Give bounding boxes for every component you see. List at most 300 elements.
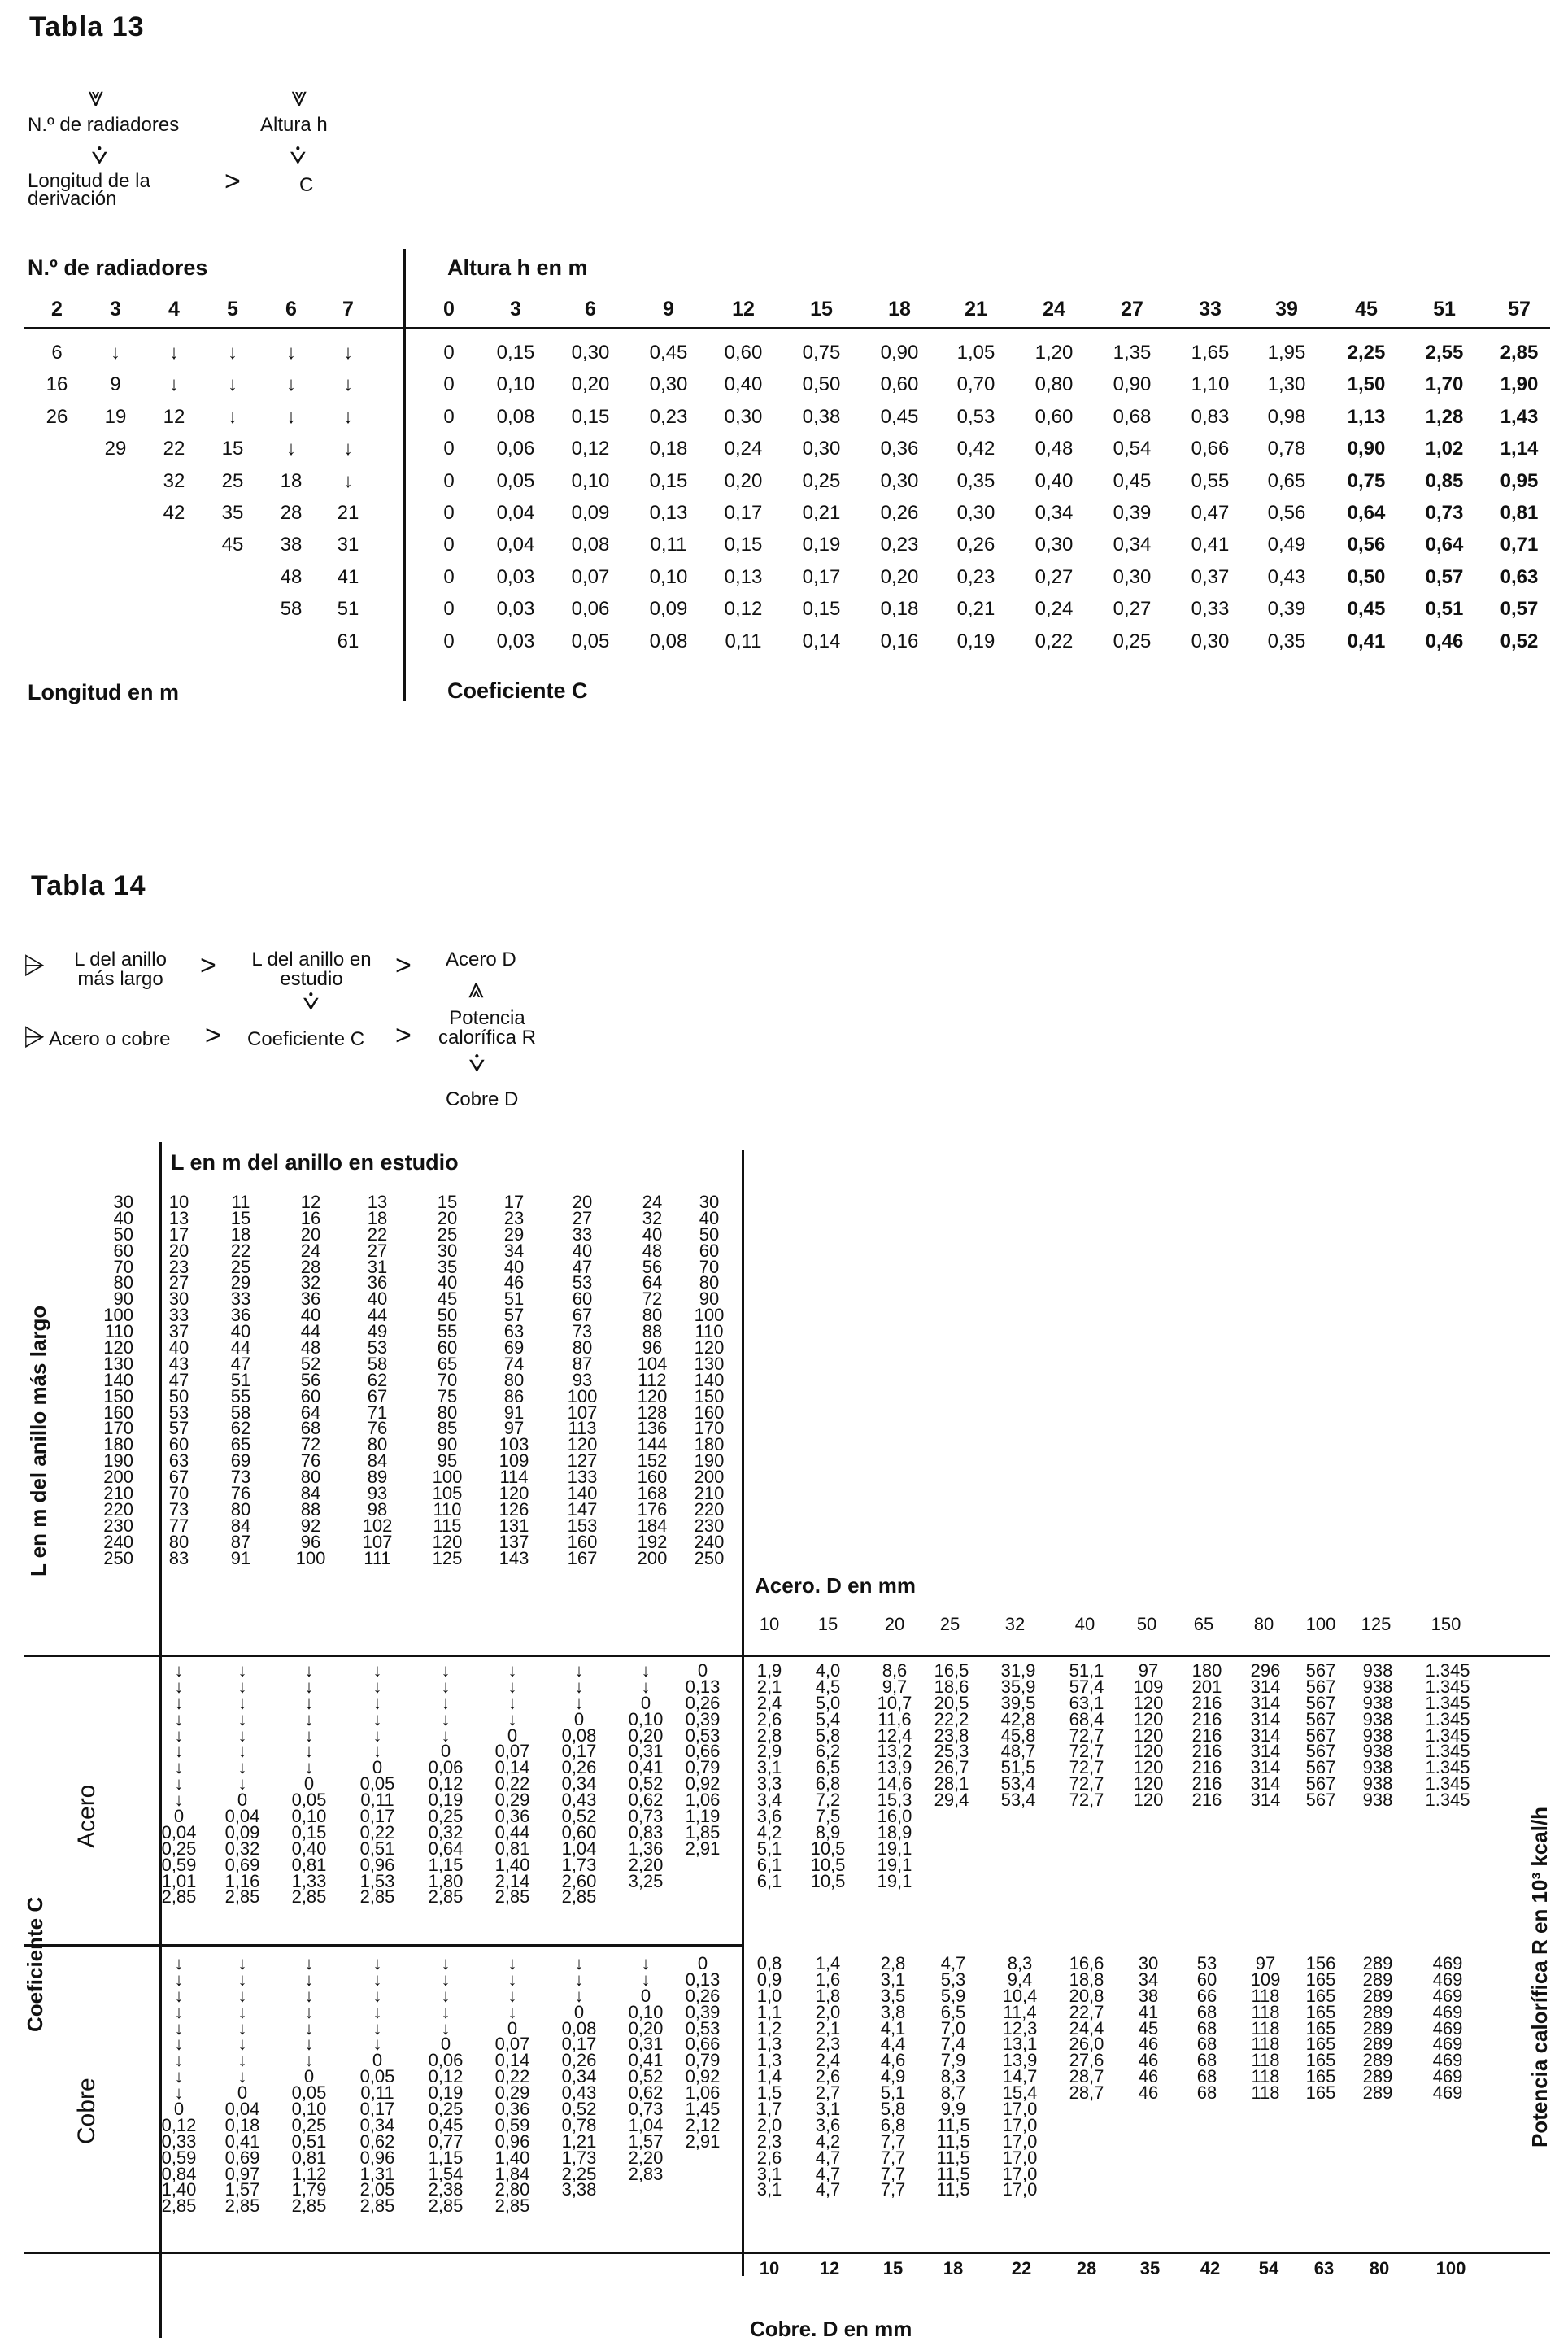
cell: 165 (1305, 2082, 1336, 2104)
acero-d-header-cell: 125 (1361, 1614, 1392, 1634)
cell: 34 (503, 1240, 525, 1261)
cell: 32 (642, 1207, 663, 1228)
up-arrow-icon: ⩓ (468, 973, 485, 1004)
cell: 0,33 (161, 2130, 197, 2152)
cell (1417, 1857, 1479, 1873)
cell: 60 (572, 1289, 593, 1310)
l-estudio-col (678, 1194, 740, 1566)
cell: 100 (694, 1305, 725, 1326)
h-col-header: 27 (1121, 298, 1143, 321)
cell: 28,1 (934, 1773, 969, 1794)
cell: ↓ (304, 1953, 314, 1973)
cell: 314 (1250, 1773, 1281, 1794)
cell: 469 (1432, 2066, 1463, 2087)
cell: 60 (113, 1240, 133, 1261)
longitud-footer: Longitud en m (28, 680, 179, 704)
cell: 29 (503, 1223, 525, 1245)
longitud-cell: 41 (337, 565, 359, 588)
cell (1235, 2101, 1296, 2117)
cell (670, 2150, 735, 2166)
cell: 0,25 (291, 2114, 327, 2135)
cell: 14,7 (1002, 2066, 1038, 2087)
coef-cell: 0,90 (1113, 373, 1152, 396)
acero-coef-col (345, 1660, 410, 1908)
cell: 3,3 (756, 1773, 782, 1794)
cell: 85 (437, 1418, 458, 1439)
cell: 40 (642, 1223, 663, 1245)
acero-d-header-cell: 65 (1193, 1614, 1214, 1634)
cell: 0,8 (756, 1953, 782, 1973)
cell: 13 (168, 1207, 189, 1228)
coef-cell: 0 (443, 342, 455, 364)
cell: 3,6 (756, 1806, 782, 1827)
cell (1417, 1808, 1479, 1825)
cell: 176 (637, 1498, 668, 1520)
cobre-potencia-col (922, 1953, 984, 2200)
cell: 165 (1305, 1969, 1336, 1990)
cell: ↓ (304, 1676, 314, 1697)
cell: 71 (367, 1402, 388, 1423)
cell (1056, 1873, 1117, 1890)
cell: 0,17 (561, 1741, 597, 1762)
cell (1117, 1825, 1179, 1841)
cell: 1.345 (1425, 1757, 1470, 1778)
cell: 43 (168, 1353, 189, 1374)
cell: 73 (572, 1321, 593, 1342)
cell: ↓ (441, 2017, 451, 2039)
cell: 0,06 (428, 2050, 464, 2071)
acero-d-header-cell: 20 (884, 1614, 905, 1634)
right-arrow-icon: > (224, 166, 241, 197)
coef-cell: 0,23 (649, 405, 688, 428)
coef-cell: 0,98 (1267, 405, 1306, 428)
cell: 0,52 (628, 1773, 664, 1794)
cell: 53 (572, 1272, 593, 1293)
cell: 7,9 (940, 2050, 966, 2071)
cell: 58 (367, 1353, 388, 1374)
cell: 0,53 (685, 2017, 721, 2039)
cell: 133 (567, 1467, 598, 1488)
cell: 0,29 (494, 1790, 530, 1811)
cell (1176, 2150, 1238, 2166)
cell: 7,7 (880, 2179, 906, 2200)
cell: 76 (230, 1483, 251, 1504)
cell (1347, 1857, 1409, 1873)
coef-cell: 0,23 (880, 534, 919, 556)
acero-potencia-col (1117, 1660, 1179, 1889)
cell (1347, 2101, 1409, 2117)
cell: 51,5 (1000, 1757, 1036, 1778)
cell: 91 (503, 1402, 525, 1423)
cell (1056, 2182, 1117, 2198)
t14-acero-cobre-rule (24, 1944, 742, 1947)
cell (1347, 1808, 1409, 1825)
cell: 0,36 (494, 2099, 530, 2120)
n-col-header: 7 (342, 298, 354, 321)
cell: 16 (300, 1207, 321, 1228)
coef-cell: 0,26 (880, 502, 919, 524)
cell: 0,62 (628, 2082, 664, 2104)
cell: 24 (300, 1240, 321, 1261)
longitud-cell: ↓ (286, 342, 296, 364)
cell: 51 (230, 1369, 251, 1390)
cell: 80 (572, 1337, 593, 1358)
h-col-header: 3 (510, 298, 521, 321)
cell (921, 1808, 982, 1825)
cell: 128 (637, 1402, 668, 1423)
flow-acero-d: Acero D (446, 948, 516, 970)
cell: 60 (437, 1337, 458, 1358)
cell (1290, 2134, 1352, 2150)
coef-cell: 1,28 (1425, 405, 1464, 428)
coef-cell: 0 (443, 598, 455, 621)
coef-cell: 0,24 (1034, 598, 1074, 621)
cell: 72,7 (1069, 1725, 1104, 1746)
cell: ↓ (174, 1953, 184, 1973)
cell (1056, 2134, 1117, 2150)
cell: 0 (697, 1953, 708, 1973)
longitud-cell: 9 (110, 373, 121, 396)
cell: 31 (367, 1256, 388, 1277)
cell: ↓ (574, 1953, 584, 1973)
cell (1176, 1808, 1238, 1825)
cell: 4,9 (880, 2066, 906, 2087)
cell: 3,8 (880, 2001, 906, 2022)
cell: 1,01 (161, 1870, 197, 1891)
cell (1347, 2182, 1409, 2198)
coef-cell: 1,10 (1191, 373, 1230, 396)
cell: 296 (1250, 1660, 1281, 1681)
coef-cell: 0 (443, 630, 455, 652)
coef-cell: 1,95 (1267, 342, 1306, 364)
acero-coef-col (480, 1660, 545, 1908)
cell: 80 (113, 1272, 133, 1293)
cell (1417, 1841, 1479, 1857)
cell: 0,83 (628, 1821, 664, 1842)
cell: 2,85 (291, 1886, 327, 1908)
cell (1417, 2101, 1479, 2117)
longitud-cell: 32 (163, 469, 185, 492)
coef-cell: 1,65 (1191, 342, 1230, 364)
coef-cell: 0,45 (1113, 469, 1152, 492)
cell (921, 1825, 982, 1841)
cell: 0 (372, 2050, 383, 2071)
acero-potencia-col (738, 1660, 800, 1891)
cell: ↓ (441, 1985, 451, 2006)
cell: 160 (694, 1402, 725, 1423)
cell (1117, 1808, 1179, 1825)
cell: 17,0 (1002, 2114, 1038, 2135)
acero-d-header-cell: 10 (759, 1614, 780, 1634)
cell: 2,83 (628, 2163, 664, 2184)
cell: 97 (1138, 1660, 1159, 1681)
cell: 0,09 (224, 1821, 260, 1842)
cell: 0,13 (685, 1676, 721, 1697)
cell: 0,25 (428, 2099, 464, 2120)
cell: ↓ (441, 1708, 451, 1729)
cell: 70 (699, 1256, 720, 1277)
cell: 40 (113, 1207, 133, 1228)
cell: 0,18 (224, 2114, 260, 2135)
acero-d-header-cell: 15 (817, 1614, 838, 1634)
coef-cell: 0,38 (802, 405, 841, 428)
cell: ↓ (237, 2017, 247, 2039)
acero-coef-col (210, 1660, 275, 1908)
coef-cell: 0,30 (880, 469, 919, 492)
cobre-coef-col (413, 1953, 478, 2217)
cell: 80 (367, 1434, 388, 1455)
l-estudio-col (483, 1194, 545, 1566)
cell: 76 (300, 1450, 321, 1472)
cell (613, 1889, 678, 1905)
cell: 50 (699, 1223, 720, 1245)
cell (921, 1873, 982, 1890)
cell (670, 1857, 735, 1873)
cell: 289 (1362, 1969, 1393, 1990)
flow-cobre-d: Cobre D (446, 1088, 519, 1110)
cobre-potencia-col (1417, 1953, 1479, 2198)
cell (1290, 1873, 1352, 1890)
coef-cell: 0,15 (571, 405, 610, 428)
cell: 314 (1250, 1676, 1281, 1697)
cell: 120 (1133, 1741, 1164, 1762)
cell: 16,0 (877, 1806, 912, 1827)
cell: 2,0 (815, 2001, 841, 2022)
coef-cell: 2,55 (1425, 342, 1464, 364)
cell: 72,7 (1069, 1773, 1104, 1794)
cell: 216 (1191, 1725, 1222, 1746)
cell: 109 (499, 1450, 529, 1472)
coef-cell: 0,34 (1113, 534, 1152, 556)
cell: 2,9 (756, 1741, 782, 1762)
cell: 0,96 (359, 1854, 395, 1875)
cell: 20 (300, 1223, 321, 1245)
longitud-cell: ↓ (343, 373, 353, 396)
cell: 289 (1362, 2066, 1393, 2087)
cell: 2,7 (815, 2082, 841, 2104)
cell: 0 (440, 2034, 451, 2055)
down-arrow-icon: ⩒ (91, 140, 108, 171)
cell: 184 (637, 1515, 668, 1536)
cobre-coef-col (613, 1953, 678, 2214)
cell: 23,8 (934, 1725, 969, 1746)
cell: 63 (168, 1450, 189, 1472)
cell: 0,17 (359, 1806, 395, 1827)
cobre-d-header-cell: 42 (1200, 2258, 1221, 2278)
longitud-cell: ↓ (286, 373, 296, 396)
cell: 165 (1305, 1985, 1336, 2006)
cell: 153 (567, 1515, 598, 1536)
cell: 91 (230, 1547, 251, 1568)
coef-cell: 0,10 (496, 373, 535, 396)
cell: ↓ (372, 2034, 382, 2055)
cell: ↓ (507, 1708, 517, 1729)
cell: 74 (503, 1353, 525, 1374)
cell (1290, 2166, 1352, 2182)
cell (1117, 2117, 1179, 2134)
cell: 80 (300, 1467, 321, 1488)
cell: 240 (694, 1531, 725, 1552)
cell: 90 (113, 1289, 133, 1310)
cell (1290, 2150, 1352, 2166)
cell (1290, 1808, 1352, 1825)
cell: 120 (432, 1531, 463, 1552)
coeficiente-c-label: Coeficiente C (23, 1896, 47, 2032)
cell: 0,14 (494, 2050, 530, 2071)
cell: ↓ (372, 1985, 382, 2006)
cell: 1,40 (494, 1854, 530, 1875)
cell: 0,08 (561, 1725, 597, 1746)
coef-cell: 0,90 (1347, 438, 1386, 460)
coef-cell: 0,30 (724, 405, 763, 428)
cell: 13,9 (877, 1757, 912, 1778)
cell: 126 (499, 1498, 529, 1520)
cell: 13 (367, 1192, 388, 1212)
cell: 2,85 (428, 1886, 464, 1908)
acero-d-header-cell: 80 (1253, 1614, 1274, 1634)
cell: 111 (364, 1547, 391, 1568)
cell: 5,1 (880, 2082, 906, 2104)
cell: 1,33 (291, 1870, 327, 1891)
longitud-cell: ↓ (111, 342, 120, 364)
cell: 1,4 (756, 2066, 782, 2087)
cell: 143 (499, 1547, 529, 1568)
coef-cell: 0,09 (571, 502, 610, 524)
longitud-cell: 19 (104, 405, 127, 428)
coef-cell: 0,56 (1267, 502, 1306, 524)
cell (1290, 2117, 1352, 2134)
right-arrow-icon: > (205, 1020, 221, 1051)
cell: 1,40 (494, 2147, 530, 2168)
cell: 20 (437, 1207, 458, 1228)
n-col-header: 2 (51, 298, 63, 321)
coef-cell: 1,30 (1267, 373, 1306, 396)
cell: 120 (1133, 1757, 1164, 1778)
coef-cell: 0,71 (1500, 534, 1539, 556)
coef-cell: 0,66 (1191, 438, 1230, 460)
coef-cell: 0,53 (956, 405, 995, 428)
cell: 72,7 (1069, 1741, 1104, 1762)
right-arrow-icon: > (200, 950, 216, 981)
coef-cell: 0,06 (496, 438, 535, 460)
cell: 469 (1432, 1969, 1463, 1990)
longitud-cell: 51 (337, 598, 359, 621)
cell: 2,12 (685, 2114, 721, 2135)
cell: 0,81 (291, 2147, 327, 2168)
coef-cell: 0,81 (1500, 502, 1539, 524)
right-arrow-icon: > (395, 950, 412, 981)
coef-cell: 1,13 (1347, 405, 1386, 428)
cell: 469 (1432, 2001, 1463, 2022)
cell: 190 (103, 1450, 133, 1472)
cell: 1,73 (561, 2147, 597, 2168)
cell: 110 (104, 1321, 133, 1342)
cell: 165 (1305, 2050, 1336, 2071)
cell: 36 (367, 1272, 388, 1293)
cell: 100 (432, 1467, 463, 1488)
coef-cell: 0,25 (1113, 630, 1152, 652)
cell (1056, 2117, 1117, 2134)
cell (1235, 2134, 1296, 2150)
cell: 24,4 (1069, 2017, 1104, 2039)
longitud-cell: 26 (46, 405, 68, 428)
right-arrow-icon: ⩥ (23, 1022, 46, 1053)
cell: ↓ (372, 1741, 382, 1762)
cell (1235, 2117, 1296, 2134)
cell: 0,05 (291, 2082, 327, 2104)
cell: 60 (168, 1434, 189, 1455)
l-estudio-col (280, 1194, 342, 1566)
cell: 469 (1432, 2017, 1463, 2039)
cobre-potencia-col (738, 1953, 800, 2200)
cell: 289 (1362, 2050, 1393, 2071)
cell: 65 (437, 1353, 458, 1374)
coef-cell: 0,05 (571, 630, 610, 652)
cell: 0,39 (685, 2001, 721, 2022)
cell: 0,12 (428, 1773, 464, 1794)
cell: 0,36 (494, 1806, 530, 1827)
cell: ↓ (304, 2001, 314, 2022)
cell: 160 (637, 1467, 668, 1488)
cell (1176, 2134, 1238, 2150)
cell: 93 (367, 1483, 388, 1504)
cell: 170 (694, 1418, 725, 1439)
cobre-coef-col (210, 1953, 275, 2217)
cell: 1,6 (815, 1969, 841, 1990)
cell: 2,85 (224, 1886, 260, 1908)
coef-cell: 0,15 (496, 342, 535, 364)
l-estudio-header: L en m del anillo en estudio (171, 1150, 459, 1175)
cell: ↓ (441, 1953, 451, 1973)
cell: 1,2 (756, 2017, 782, 2039)
cell: ↓ (372, 1725, 382, 1746)
potencia-label: Potencia calorífica R en 10³ kcal/h (1527, 1806, 1552, 2148)
n-col-header: 6 (285, 298, 297, 321)
cell: 2,85 (494, 2196, 530, 2217)
coef-cell: 2,25 (1347, 342, 1386, 364)
cobre-potencia-col (1056, 1953, 1117, 2198)
cell: 73 (168, 1498, 189, 1520)
cell: ↓ (174, 1757, 184, 1778)
cell: 35 (437, 1256, 458, 1277)
cell: 30 (437, 1240, 458, 1261)
acero-potencia-col (1290, 1660, 1352, 1889)
cell (987, 1873, 1049, 1890)
cell: 32 (300, 1272, 321, 1293)
cell: 80 (437, 1402, 458, 1423)
cell: 53,4 (1000, 1790, 1036, 1811)
cell: 88 (300, 1498, 321, 1520)
cell: ↓ (507, 1676, 517, 1697)
longitud-cell: ↓ (286, 405, 296, 428)
cell: 120 (1133, 1725, 1164, 1746)
cobre-d-header: Cobre. D en mm (750, 2317, 912, 2341)
coef-cell: 0,14 (802, 630, 841, 652)
cell: 42,8 (1000, 1708, 1036, 1729)
coef-cell: 0,20 (724, 469, 763, 492)
cell (1056, 1808, 1117, 1825)
cell: 36 (300, 1289, 321, 1310)
coef-cell: 0,20 (880, 565, 919, 588)
cell: 0,25 (428, 1806, 464, 1827)
cell: 130 (103, 1353, 133, 1374)
cell: 170 (103, 1418, 133, 1439)
coef-cell: 0,20 (571, 373, 610, 396)
l-estudio-col (148, 1194, 210, 1566)
cell: 19,1 (877, 1870, 912, 1891)
cell: 2,6 (756, 2147, 782, 2168)
cobre-d-header-cell: 22 (1011, 2258, 1032, 2278)
